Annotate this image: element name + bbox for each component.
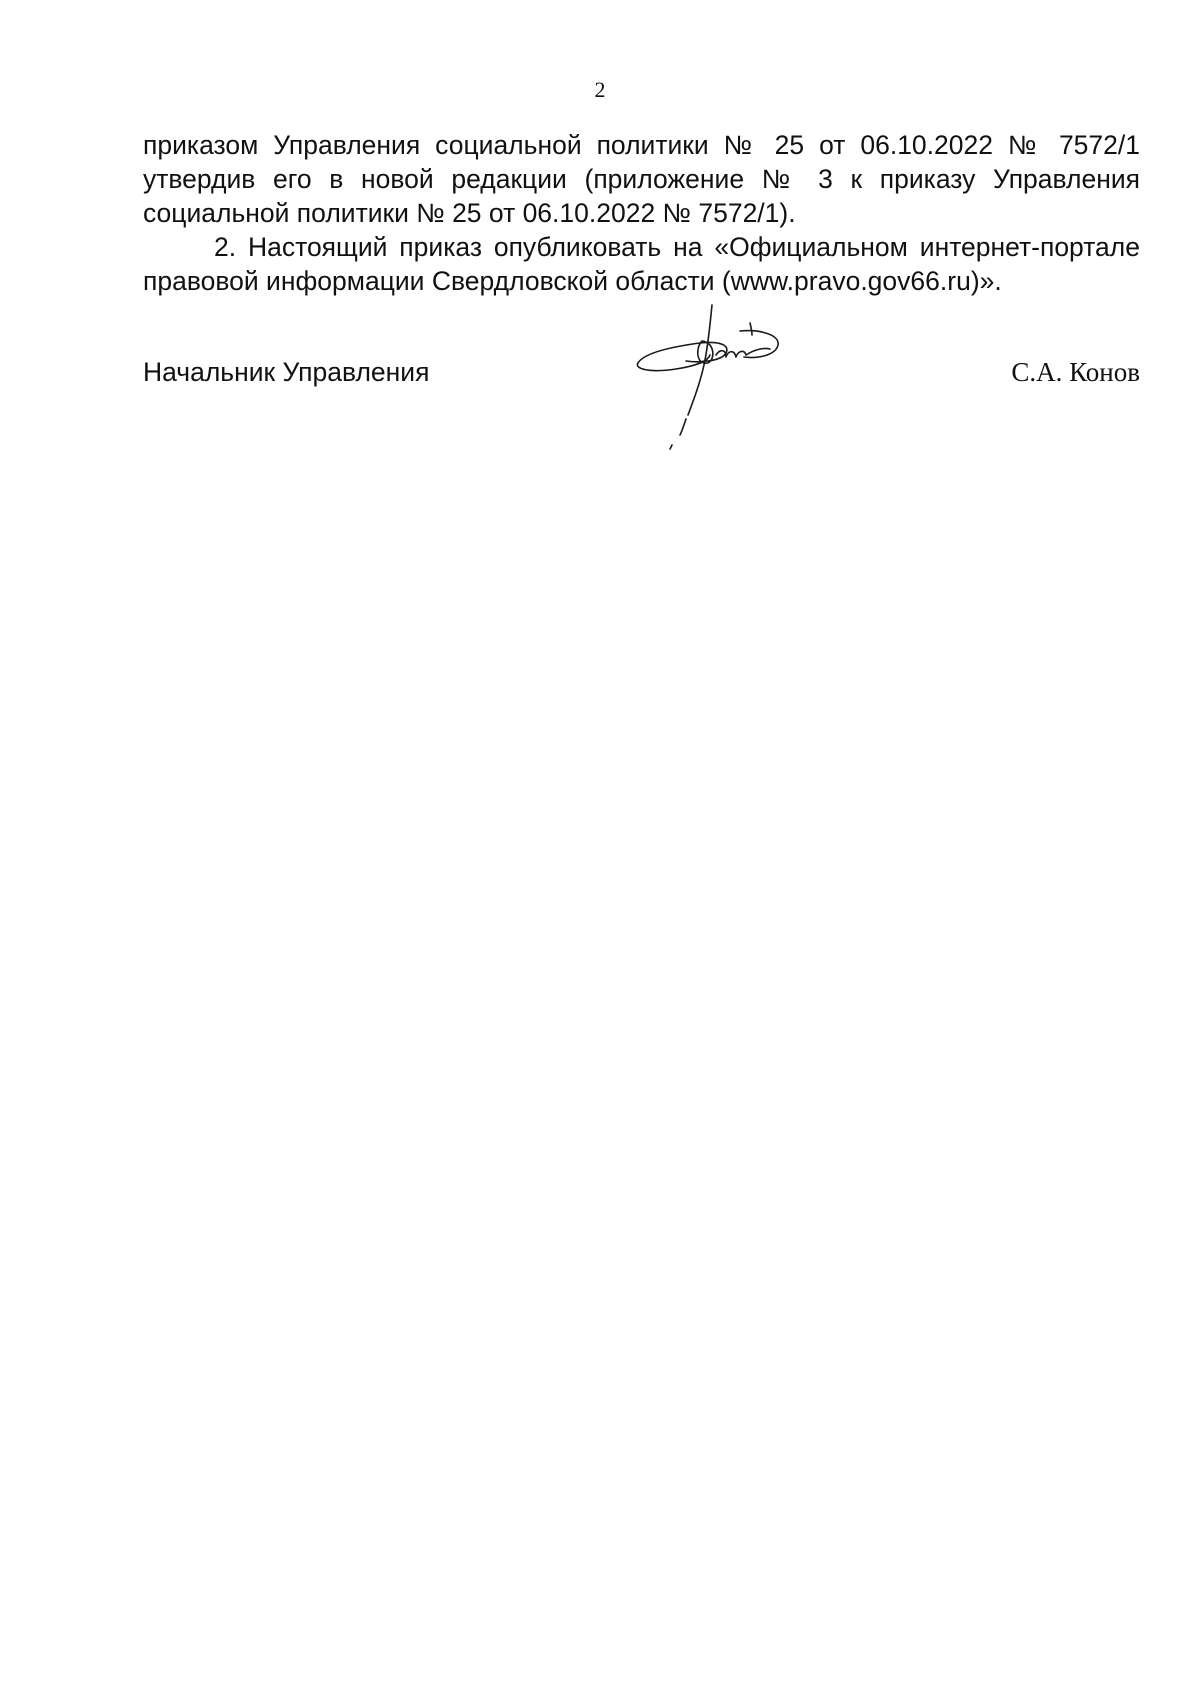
- page-number: 2: [594, 77, 606, 102]
- body-paragraph-2: 2. Настоящий приказ опубликовать на «Официальном интернет-портале правовой информации Свердловской области (www.pravo.gov66.ru)».: [143, 232, 1140, 296]
- signatory-name: С.А. Конов: [1011, 357, 1140, 387]
- document-body: [143, 128, 1140, 298]
- signatory-position: Начальник Управления: [143, 357, 430, 387]
- body-paragraph-1: приказом Управления социальной политики № 25 от 06.10.2022 № 7572/1 утвердив его в новой редакции (приложение № 3 к приказу Управления социальной политики № 25 от 06.10.2022 № 7572/1).: [143, 130, 1140, 228]
- handwritten-signature-icon: [630, 295, 810, 455]
